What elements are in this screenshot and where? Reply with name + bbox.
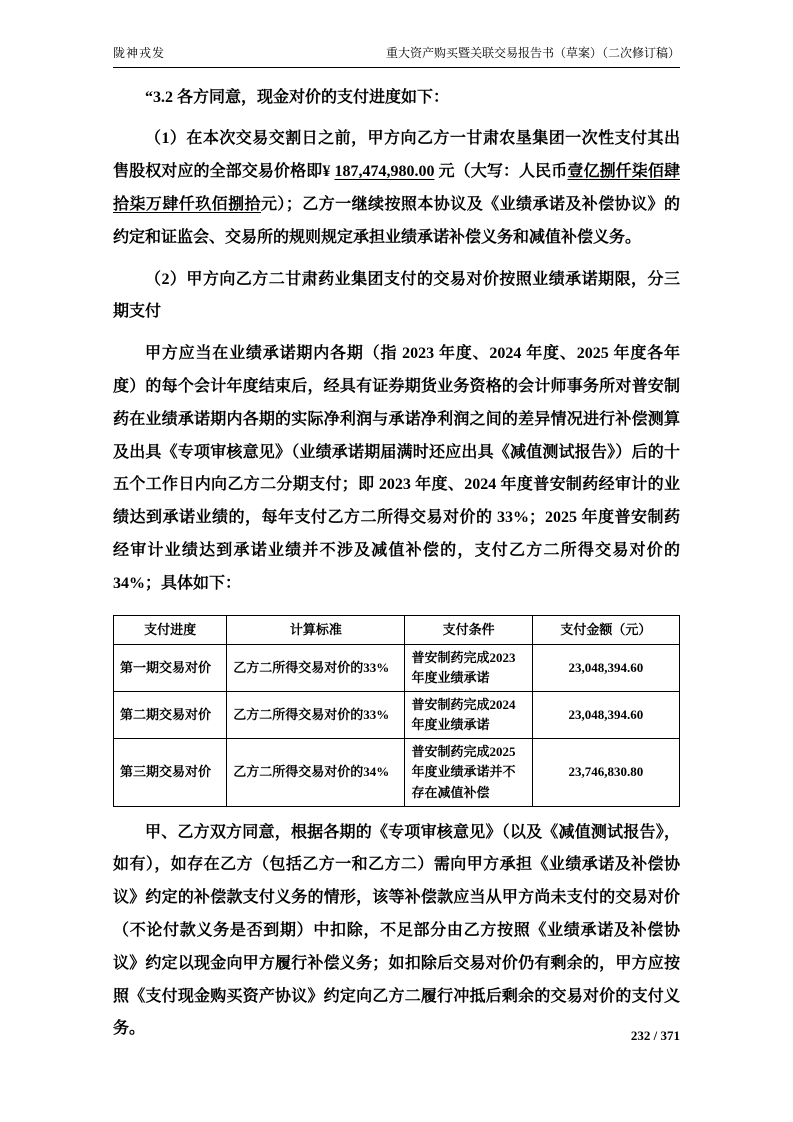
table-header <box>114 615 680 644</box>
column-header-condition: 支付条件 <box>405 615 532 644</box>
cell-progress: 第三期交易对价 <box>114 739 227 806</box>
cell-amount: 23,048,394.60 <box>532 644 679 691</box>
cell-amount: 23,746,830.80 <box>532 739 679 806</box>
cell-standard: 乙方二所得交易对价的33% <box>227 644 405 691</box>
text-segment: （1）在本次交易交割日之前，甲方向乙方一甘肃农垦集团一次性支付其出售股权对应的全部交易价格即¥ <box>113 130 680 181</box>
amount-numeric: 187,474,980.00 <box>334 163 435 181</box>
paragraph-payment-item-1 <box>113 123 680 254</box>
table-header-row <box>114 615 680 644</box>
page-number: 232 / 371 <box>630 1028 680 1043</box>
document-content <box>113 82 680 1047</box>
column-header-standard: 计算标准 <box>227 615 405 644</box>
cell-standard: 乙方二所得交易对价的33% <box>227 691 405 738</box>
header-report-title: 重大资产购买暨关联交易报告书（草案）（二次修订稿） <box>385 46 680 60</box>
cell-progress: 第一期交易对价 <box>114 644 227 691</box>
table-row <box>114 739 680 806</box>
cell-condition: 普安制药完成2025年度业绩承诺并不存在减值补偿 <box>405 739 532 806</box>
page-header <box>113 46 680 68</box>
paragraph-compensation-terms: 甲、乙方双方同意，根据各期的《专项审核意见》（以及《减值测试报告》，如有），如存在乙方（包括乙方一和乙方二）需向甲方承担《业绩承诺及补偿协议》约定的补偿款支付义务的情形，该等补偿款应当从甲方尚未支付的交易对价（不论付款义务是否到期）中扣除，不足部分由乙方按照《业绩承诺及补偿协议》约定以现金向甲方履行补偿义务；如扣除后交易对价仍有剩余的，甲方应按照《支付现金购买资产协议》约定向乙方二履行冲抵后剩余的交易对价的支付义务。 <box>113 823 680 1038</box>
paragraph-section-3-2: “3.2 各方同意，现金对价的支付进度如下： <box>145 88 450 106</box>
cell-progress: 第二期交易对价 <box>114 691 227 738</box>
cell-condition: 普安制药完成2024年度业绩承诺 <box>405 691 532 738</box>
payment-schedule-table <box>113 615 680 807</box>
table-body <box>114 644 680 806</box>
header-company-name: 陇神戎发 <box>113 46 166 60</box>
column-header-progress: 支付进度 <box>114 615 227 644</box>
paragraph-performance-commitment: 甲方应当在业绩承诺期内各期（指 2023 年度、2024 年度、2025 年度各年度）的每个会计年度结束后，经具有证券期货业务资格的会计师事务所对普安制药在业绩承诺期内各期的实际净利润与承诺净利润之间的差异情况进行补偿测算及出具《专项审核意见》（业绩承诺期届满时还应出具《减值测试报告》）后的十五个工作日内向乙方二分期支付；即 2023 年度、2024 年度普安制药经审计的业绩达到承诺业绩的，每年支付乙方二所得交易对价的 33%；2025 年度普安制药经审计业绩达到承诺业绩并不涉及减值补偿的，支付乙方二所得交易对价的 34%；具体如下： <box>113 345 680 592</box>
table-row <box>114 644 680 691</box>
cell-standard: 乙方二所得交易对价的34% <box>227 739 405 806</box>
paragraph-payment-item-2: （2）甲方向乙方二甘肃药业集团支付的交易对价按照业绩承诺期限，分三期支付 <box>113 270 680 321</box>
amount-capital-chinese: 壹亿捌仟柒佰肆拾柒万肆仟玖佰捌拾 <box>113 163 680 213</box>
page-footer <box>631 1028 680 1044</box>
table-row <box>114 691 680 738</box>
column-header-amount: 支付金额（元） <box>532 615 679 644</box>
cell-amount: 23,048,394.60 <box>532 691 679 738</box>
text-segment: 元（大写：人民币 <box>434 163 568 181</box>
text-segment: 元）；乙方一继续按照本协议及《业绩承诺及补偿协议》的约定和证监会、交易所的规则规定承担业绩承诺补偿义务和减值补偿义务。 <box>113 195 680 246</box>
cell-condition: 普安制药完成2023年度业绩承诺 <box>405 644 532 691</box>
